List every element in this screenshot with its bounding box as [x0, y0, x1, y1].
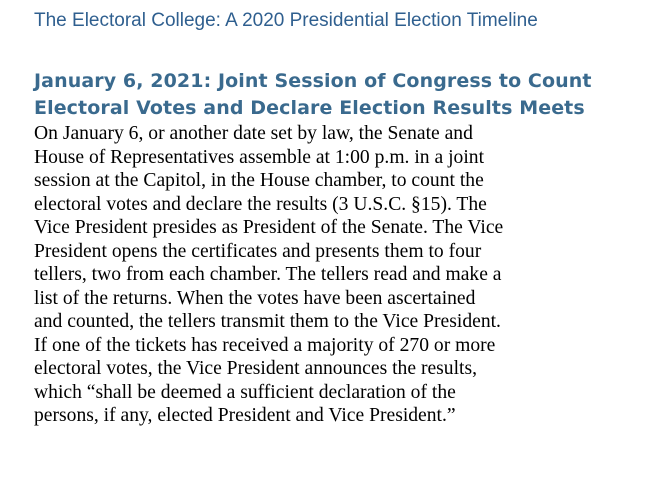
body-line: electoral votes, the Vice President announces the results,: [34, 358, 477, 379]
body-line: tellers, two from each chamber. The tellers read and make a: [34, 264, 502, 285]
section-heading-line: January 6, 2021: Joint Session of Congress to Count: [34, 70, 592, 92]
body-line: persons, if any, elected President and Vice President.”: [34, 405, 456, 426]
body-line: President opens the certificates and presents them to four: [34, 240, 482, 262]
body-line: House of Representatives assemble at 1:00 p.m. in a joint: [34, 146, 485, 168]
body-line: session at the Capitol, in the House chamber, to count the: [34, 170, 484, 191]
document-title: The Electoral College: A 2020 Presidential Election Timeline: [34, 10, 538, 31]
section-body-paragraph: [34, 122, 634, 428]
body-line: Vice President presides as President of the Senate. The Vice: [34, 217, 504, 238]
body-line: electoral votes and declare the results (3 U.S.C. §15). The: [34, 193, 487, 215]
timeline-section: [34, 68, 634, 428]
body-line: If one of the tickets has received a majority of 270 or more: [34, 334, 496, 356]
body-line: and counted, the tellers transmit them to the Vice President.: [34, 311, 501, 332]
section-heading: [34, 68, 634, 122]
body-line: list of the returns. When the votes have been ascertained: [34, 287, 476, 309]
body-line: On January 6, or another date set by law, the Senate and: [34, 123, 473, 144]
section-heading-line: Electoral Votes and Declare Election Results Meets: [34, 97, 585, 119]
body-line: which “shall be deemed a sufficient declaration of the: [34, 381, 456, 403]
